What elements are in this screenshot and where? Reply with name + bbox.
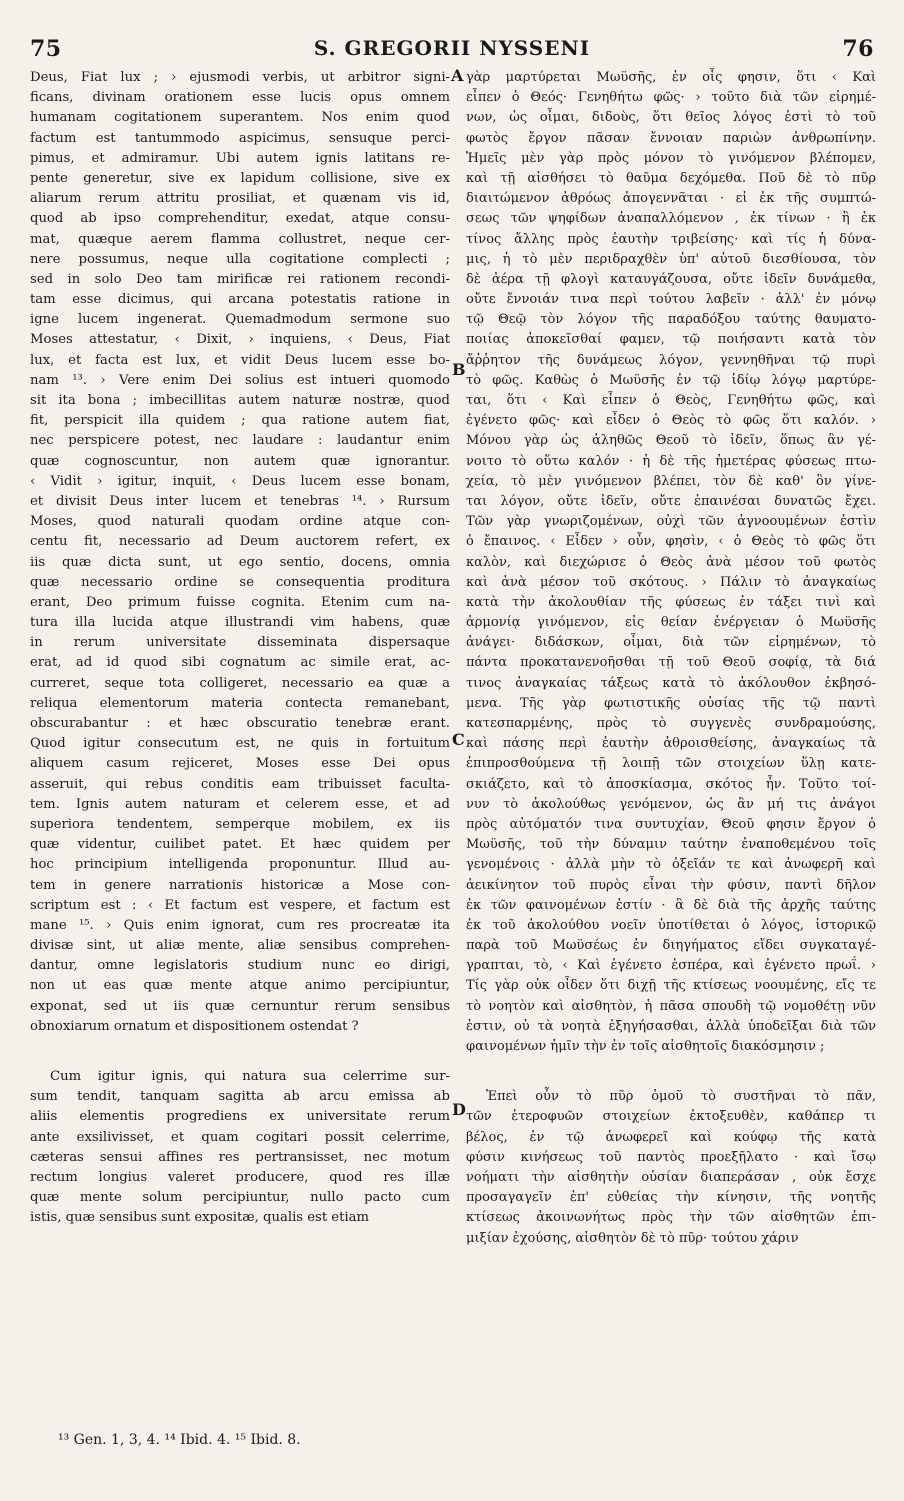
text-line: ἀεικίνητον τοῦ πυρὸς εἶναι τὴν φύσιν, παντὶ δῆλον bbox=[466, 877, 876, 893]
text-line: Τίς γὰρ οὐκ οἶδεν ὅτι διχῇ τῆς κτίσεως νοουμένης, εἴς τε bbox=[466, 978, 876, 994]
text-line: γὰρ μαρτύρεται Μωϋσῆς, ἐν οἷς φησιν, ὅτι ‹ Καὶ bbox=[466, 70, 876, 85]
text-line: τινος ἀναγκαίας τάξεως κατὰ τὸ ἀκόλουθον ἐκβησό- bbox=[466, 675, 876, 691]
text-line: humanam cogitationem superantem. Nos enim quod bbox=[30, 110, 450, 126]
text-line: φωτὸς ἔργον πᾶσαν ἔννοιαν παριὼν ἀνθρωπίνην. bbox=[466, 130, 876, 146]
text-line: εἶπεν ὁ Θεός· Γενηθήτω φῶς· › τοῦτο διὰ τῶν εἰρημέ- bbox=[466, 90, 876, 106]
text-line: γενομένοις · ἀλλὰ μὴν τὸ ὀξεῖάν τε καὶ ἀνωφερῆ καὶ bbox=[466, 857, 876, 873]
text-line: igne lucem ingenerat. Quemadmodum sermone suo bbox=[30, 312, 450, 328]
text-line: superiora tendentem, semperque mobilem, ex iis bbox=[30, 816, 450, 832]
text-line: δὲ ἀέρα τῇ φλογὶ καταυγάζουσα, οὔτε ἰδεῖν δυνάμεθα, bbox=[466, 271, 876, 287]
text-line: κατὰ τὴν ἀκολουθίαν τῆς φύσεως ἐν τάξει τινὶ καὶ bbox=[466, 594, 876, 610]
text-line: ται, ὅτι ‹ Καὶ εἶπεν ὁ Θεὸς, Γενηθήτω φῶς, καὶ bbox=[466, 393, 876, 408]
text-line: καὶ ἀνὰ μέσον τοῦ σκότους. › Πάλιν τὸ ἀναγκαίως bbox=[466, 574, 876, 590]
text-line: quæ mente solum percipiuntur, nullo pacto cum bbox=[30, 1190, 450, 1206]
text-line: exponat, sed ut iis quæ cernuntur rerum sensibus bbox=[30, 998, 450, 1014]
text-line: curreret, seque tota colligeret, necessario ea quæ a bbox=[30, 675, 450, 691]
paragraph-gap bbox=[30, 1037, 450, 1067]
text-line: mat, quæque aerem flamma collustret, neque cer- bbox=[30, 231, 450, 247]
text-line: νων, ὡς οἶμαι, διδοὺς, ὅτι θεῖος λόγος ἐστὶ τὸ τοῦ bbox=[466, 110, 876, 126]
text-line: nere possumus, neque ulla cogitatione complecti ; bbox=[30, 251, 450, 267]
text-line: aliis elementis progrediens ex universitate rerum bbox=[30, 1109, 450, 1125]
text-line: φύσιν κινήσεως τοῦ παντὸς προεξῆλατο · καὶ ἴσῳ bbox=[466, 1149, 876, 1165]
text-line: ‹ Vidit › igitur, inquit, ‹ Deus lucem esse bonam, bbox=[30, 473, 450, 489]
text-line: Μωϋσῆς, τοῦ τὴν δύναμιν ταύτην ἐναποθεμένου τοῖς bbox=[466, 837, 876, 853]
greek-column bbox=[466, 68, 876, 1249]
text-line: nam ¹³. › Vere enim Dei solius est intueri quomodo bbox=[30, 372, 450, 388]
text-line: sit ita bona ; imbecillitas autem naturæ nostræ, quod bbox=[30, 393, 450, 408]
text-line: γραπται, τὸ, ‹ Καὶ ἐγένετο ἑσπέρα, καὶ ἐγένετο πρωΐ. › bbox=[466, 958, 876, 974]
text-line: factum est tantummodo aspicimus, sensuque perci- bbox=[30, 130, 450, 146]
section-marker-d: D bbox=[452, 1100, 466, 1119]
left-page-number: 75 bbox=[30, 36, 62, 62]
text-line: ἄῤῥητον τῆς δυνάμεως λόγον, γεννηθῆναι τῷ πυρὶ bbox=[466, 352, 876, 368]
text-line: scriptum est : ‹ Et factum est vespere, et factum est bbox=[30, 897, 450, 913]
running-title: S. GREGORII NYSSENI bbox=[313, 36, 591, 60]
text-line: rectum longius valeret producere, quod res illæ bbox=[30, 1169, 450, 1185]
text-line: νυν τὸ ἀκολούθως γενόμενον, ὡς ἂν μή τις ἀνάγοι bbox=[466, 796, 876, 812]
text-line: Deus, Fiat lux ; › ejusmodi verbis, ut arbitror signi- bbox=[30, 70, 450, 85]
section-marker-a: A bbox=[451, 66, 464, 85]
text-line: ἐκ τοῦ ἀκολούθου νοεῖν ὑποτίθεται ὁ λόγος, ἱστορικῷ bbox=[466, 917, 876, 933]
latin-column bbox=[30, 68, 450, 1229]
text-line: hoc principium intelligenda proponuntur. Illud au- bbox=[30, 857, 450, 873]
text-line: Cum igitur ignis, qui natura sua celerrime sur- bbox=[50, 1069, 450, 1084]
text-line: μιξίαν ἐχούσης, αἰσθητὸν δὲ τὸ πῦρ· τούτου χάριν bbox=[466, 1230, 799, 1246]
text-line: reliqua elementorum materia contecta remanebant, bbox=[30, 695, 450, 711]
section-marker-b: B bbox=[452, 360, 466, 379]
text-line: μενα. Τῆς γὰρ φωτιστικῆς οὐσίας τῆς τῷ παντὶ bbox=[466, 695, 876, 711]
text-line: istis, quæ sensibus sunt expositæ, qualis est etiam bbox=[30, 1210, 369, 1226]
text-line: aliquem casum rejiceret, Moses esse Dei opus bbox=[30, 756, 450, 772]
text-line: sum tendit, tanquam sagitta ab arcu emissa ab bbox=[30, 1089, 450, 1105]
text-line: καὶ τῇ αἰσθήσει τὸ θαῦμα δεχόμεθα. Ποῦ δὲ τὸ πῦρ bbox=[466, 170, 876, 186]
text-line: μις, ἡ τὸ μὲν περιδραχθὲν ὑπ' αὐτοῦ διεσθίουσα, τὸν bbox=[466, 251, 876, 267]
text-line: οὔτε ἔννοιάν τινα περὶ τούτου λαβεῖν · ἀλλ' ἐν μόνῳ bbox=[466, 292, 876, 308]
text-line: quæ cognoscuntur, non autem quæ ignorantur. bbox=[30, 453, 450, 469]
text-line: σκιάζετο, καὶ τὸ ἀποσκίασμα, σκότος ἦν. Τοῦτο τοί- bbox=[466, 776, 876, 792]
text-line: νοιτο τὸ οὕτω καλόν · ἡ δὲ τῆς ἡμετέρας φύσεως πτω- bbox=[466, 453, 876, 469]
paragraph-gap bbox=[466, 1057, 876, 1087]
text-line: τῷ Θεῷ τὸν λόγον τῆς παραδόξου ταύτης θαυματο- bbox=[466, 312, 876, 328]
text-line: erant, Deo primum fuisse cognita. Etenim cum na- bbox=[30, 594, 450, 610]
text-line: διαιτώμενον ἀθρόως ἀπογεννᾶται · εἰ ἐκ τῆς συμπτώ- bbox=[466, 191, 876, 207]
page-header bbox=[30, 36, 874, 66]
text-line: προσαγαγεῖν ἐπ' εὐθείας τὴν κίνησιν, τῆς νοητῆς bbox=[466, 1190, 876, 1206]
section-marker-c: C bbox=[452, 730, 465, 749]
text-line: βέλος, ἐν τῷ ἀνωφερεῖ καὶ κούφῳ τῆς κατὰ bbox=[466, 1129, 876, 1145]
text-line: Moses attestatur, ‹ Dixit, › inquiens, ‹ Deus, Fiat bbox=[30, 332, 450, 348]
text-line: tem. Ignis autem naturam et celerem esse, et ad bbox=[30, 796, 450, 812]
text-line: tura illa lucida atque illustrandi vim habens, quæ bbox=[30, 615, 450, 631]
text-line: κατεσπαρμένης, πρὸς τὸ συγγενὲς συνδραμούσης, bbox=[466, 716, 876, 731]
text-line: dantur, omne legislatoris studium nunc eo dirigi, bbox=[30, 958, 450, 974]
text-line: nec perspicere potest, nec laudare : laudantur enim bbox=[30, 433, 450, 449]
text-line: Ἡμεῖς μὲν γὰρ πρὸς μόνον τὸ γινόμενον βλέπομεν, bbox=[466, 150, 876, 166]
text-line: ὁ ἔπαινος. ‹ Εἶδεν › οὖν, φησὶν, ‹ ὁ Θεὸς τὸ φῶς ὅτι bbox=[466, 534, 876, 550]
text-line: erat, ad id quod sibi cognatum ac simile erat, ac- bbox=[30, 655, 450, 671]
text-line: Τῶν γὰρ γνωριζομένων, οὐχὶ τῶν ἀγνοουμένων ἐστὶν bbox=[466, 514, 876, 530]
text-line: cæteras sensui affines res pertransisset, nec motum bbox=[30, 1149, 450, 1165]
text-line: τὸ νοητὸν καὶ αἰσθητὸν, ἡ πᾶσα σπουδὴ τῷ νομοθέτῃ νῦν bbox=[466, 998, 876, 1014]
text-line: καλὸν, καὶ διεχώρισε ὁ Θεὸς ἀνὰ μέσον τοῦ φωτὸς bbox=[466, 554, 876, 570]
text-line: mane ¹⁵. › Quis enim ignorat, cum res procreatæ ita bbox=[30, 917, 450, 933]
text-line: Μόνου γὰρ ὡς ἀληθῶς Θεοῦ τὸ ἰδεῖν, ὅπως ἂν γέ- bbox=[466, 433, 876, 449]
text-line: ἐστιν, οὐ τὰ νοητὰ ἐξηγήσασθαι, ἀλλὰ ὑποδεῖξαι διὰ τῶν bbox=[466, 1018, 876, 1034]
text-line: pimus, et admiramur. Ubi autem ignis latitans re- bbox=[30, 150, 450, 166]
text-line: centu fit, necessario ad Deum auctorem refert, ex bbox=[30, 534, 450, 550]
text-line: ante exsilivisset, et quam cogitari possit celerrime, bbox=[30, 1129, 450, 1145]
text-line: Moses, quod naturali quodam ordine atque con- bbox=[30, 514, 450, 530]
text-line: fit, perspicit illa quidem ; qua ratione autem fiat, bbox=[30, 413, 450, 429]
text-line: Ἐπεὶ οὖν τὸ πῦρ ὁμοῦ τὸ συστῆναι τὸ πᾶν, bbox=[486, 1089, 876, 1105]
text-line: ται λόγον, οὔτε ἰδεῖν, οὔτε ἐπαινέσαι δυνατῶς ἔχει. bbox=[466, 493, 876, 509]
text-line: aliarum rerum attritu prosiliat, et quænam vis id, bbox=[30, 191, 450, 207]
right-page-number: 76 bbox=[842, 36, 874, 62]
text-line: ἁρμονίᾳ γινόμενον, εἰς θείαν ἐνέργειαν ὁ Μωϋσῆς bbox=[466, 615, 876, 631]
text-line: asseruit, qui rebus conditis eam tribuisset faculta- bbox=[30, 776, 450, 792]
text-line: ἐπιπροσθούμενα τῇ λοιπῇ τῶν στοιχείων ὕλῃ κατε- bbox=[466, 756, 876, 772]
text-line: pente generetur, sive ex lapidum collisione, sive ex bbox=[30, 170, 450, 186]
text-line: tam esse dicimus, qui arcana potestatis ratione in bbox=[30, 292, 450, 308]
text-line: παρὰ τοῦ Μωϋσέως ἐν διηγήματος εἴδει συγκαταγέ- bbox=[466, 938, 876, 954]
text-line: καὶ πάσης περὶ ἑαυτὴν ἀθροισθείσης, ἀναγκαίως τὰ bbox=[466, 736, 876, 752]
text-line: obscurabantur : et hæc obscuratio tenebræ erant. bbox=[30, 716, 450, 731]
text-line: sed in solo Deo tam mirificæ rei rationem recondi- bbox=[30, 271, 450, 287]
footnotes: ¹³ Gen. 1, 3, 4. ¹⁴ Ibid. 4. ¹⁵ Ibid. 8. bbox=[58, 1432, 301, 1448]
text-line: Quod igitur consecutum est, ne quis in fortuitum bbox=[30, 736, 450, 752]
text-line: lux, et facta est lux, et vidit Deus lucem esse bo- bbox=[30, 352, 450, 368]
text-line: divisæ sint, ut aliæ mente, aliæ sensibus comprehen- bbox=[30, 938, 450, 954]
text-line: iis quæ dicta sunt, ut ego sentio, docens, omnia bbox=[30, 554, 450, 570]
text-line: in rerum universitate disseminata dispersaque bbox=[30, 635, 450, 651]
text-line: obnoxiarum ornatum et dispositionem ostendat ? bbox=[30, 1018, 359, 1034]
text-line: ficans, divinam orationem esse lucis opus omnem bbox=[30, 90, 450, 106]
text-line: τὸ φῶς. Καθὼς ὁ Μωϋσῆς ἐν τῷ ἰδίῳ λόγῳ μαρτύρε- bbox=[466, 372, 876, 388]
text-line: non ut eas quæ mente atque animo percipiuntur, bbox=[30, 978, 450, 994]
text-line: ἀνάγει· διδάσκων, οἶμαι, διὰ τῶν εἰρημένων, τὸ bbox=[466, 635, 876, 651]
text-line: ἐγένετο φῶς· καὶ εἶδεν ὁ Θεὸς τὸ φῶς ὅτι καλόν. › bbox=[466, 413, 876, 429]
text-line: φαινομένων ἡμῖν τὴν ἐν τοῖς αἰσθητοῖς διακόσμησιν ; bbox=[466, 1039, 825, 1054]
text-line: et divisit Deus inter lucem et tenebras ¹⁴. › Rursum bbox=[30, 493, 450, 509]
text-line: τῶν ἑτεροφυῶν στοιχείων ἐκτοξευθὲν, καθάπερ τι bbox=[466, 1109, 876, 1125]
text-line: quæ necessario ordine se consequentia proditura bbox=[30, 574, 450, 590]
text-line: quæ videntur, cuilibet patet. Et hæc quidem per bbox=[30, 837, 450, 853]
text-line: πάντα προκατανενοῆσθαι τῇ τοῦ Θεοῦ σοφίᾳ, τὰ διά bbox=[466, 655, 876, 671]
text-line: νοήματι τὴν αἰσθητὴν οὐσίαν διαπεράσαν , οὐκ ἔσχε bbox=[466, 1169, 876, 1185]
text-line: σεως τῶν ψηφίδων ἀναπαλλόμενον , ἐκ τίνων · ἢ ἐκ bbox=[466, 211, 876, 227]
text-line: ποιίας ἀποκεῖσθαί φαμεν, τῷ ποιήσαντι κατὰ τὸν bbox=[466, 332, 876, 348]
text-line: ἐκ τῶν φαινομένων ἐστίν · ἃ δὲ διὰ τῆς ἀρχῆς ταύτης bbox=[466, 897, 876, 913]
text-line: χεία, τὸ μὲν γινόμενον βλέπει, τὸν δὲ καθ' ὃν γίνε- bbox=[466, 473, 876, 489]
text-line: τίνος ἄλλης πρὸς ἑαυτὴν τριβείσης· καὶ τίς ἡ δύνα- bbox=[466, 231, 876, 247]
text-line: quod ab ipso comprehenditur, exedat, atque consu- bbox=[30, 211, 450, 227]
text-line: κτίσεως ἀκοινωνήτως πρὸς τὴν τῶν αἰσθητῶν ἐπι- bbox=[466, 1210, 876, 1226]
text-line: tem in genere narrationis historicæ a Mose con- bbox=[30, 877, 450, 893]
text-line: πρὸς αὐτόματόν τινα συντυχίαν, Θεοῦ φησιν ἔργον ὁ bbox=[466, 816, 876, 832]
